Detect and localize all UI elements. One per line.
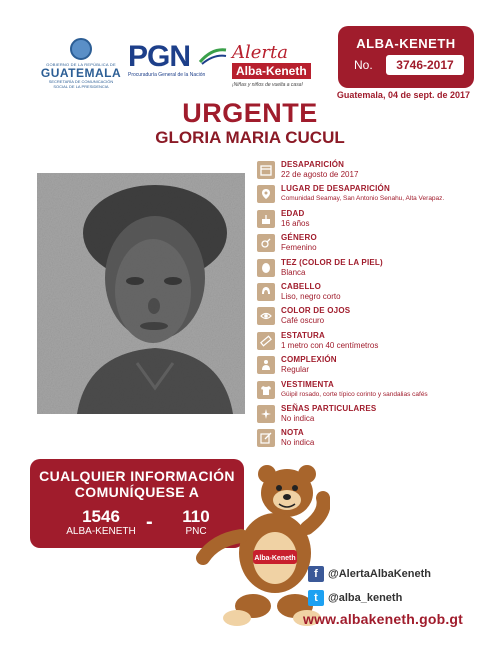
detail-row [256, 378, 486, 402]
phone-pnc-label: PNC [185, 526, 207, 537]
detail-value: Güipil rosado, corte típico corinto y sandalias cafés [281, 390, 428, 398]
alba-keneth-logo-name: Alba-Keneth [232, 63, 311, 79]
detail-row [256, 207, 486, 231]
guatemala-logo [36, 38, 126, 89]
alba-keneth-logo-alerta: Alerta [232, 42, 288, 63]
detail-row [256, 182, 486, 206]
detail-row [256, 353, 486, 377]
detail-value: Femenino [281, 243, 317, 253]
detail-value: Comunidad Seamay, San Antonio Senahu, Alta Verapaz. [281, 195, 445, 203]
face-silhouette-icon [257, 259, 275, 277]
detail-label: LUGAR DE DESAPARICIÓN [281, 184, 390, 194]
detail-value: 22 de agosto de 2017 [281, 170, 359, 179]
detail-row [256, 158, 486, 182]
ruler-icon [257, 332, 275, 350]
shirt-icon [257, 381, 275, 399]
twitter-link[interactable] [308, 590, 402, 606]
detail-value: 16 años [281, 218, 310, 228]
pgn-logo-sub: Procuraduría General de la Nación [128, 72, 206, 78]
details-list [256, 158, 486, 451]
case-number-box [338, 26, 474, 88]
guatemala-logo-top-text: GOBIERNO DE LA REPÚBLICA DE [46, 62, 116, 67]
missing-person-photo [37, 173, 245, 414]
gender-icon [257, 234, 275, 252]
bear-mascot [195, 458, 330, 633]
detail-label: CABELLO [281, 281, 322, 291]
detail-label: COLOR DE OJOS [281, 306, 351, 316]
pgn-logo-name: PGN [128, 40, 191, 73]
facebook-handle: @AlertaAlbaKeneth [328, 568, 432, 580]
case-no-value: 3746-2017 [386, 55, 464, 75]
detail-label: ESTATURA [281, 330, 325, 340]
detail-row [256, 329, 486, 353]
contact-line2: COMUNÍQUESE A [74, 484, 200, 500]
guatemala-logo-sub2: SOCIAL DE LA PRESIDENCIA [53, 84, 109, 89]
location-pin-icon [257, 185, 275, 203]
detail-label: NOTA [281, 428, 304, 438]
alba-keneth-logo [232, 44, 332, 88]
guatemala-logo-sub1: SECRETARÍA DE COMUNICACIÓN [48, 79, 114, 84]
pgn-logo [128, 42, 228, 78]
detail-label: EDAD [281, 208, 305, 218]
detail-row [256, 304, 486, 328]
twitter-handle: @alba_keneth [328, 592, 403, 604]
detail-row [256, 426, 486, 450]
star-burst-icon [257, 405, 275, 423]
header [0, 0, 500, 100]
detail-value: No indica [281, 413, 315, 423]
alert-status: URGENTE [182, 98, 318, 128]
eye-icon [257, 307, 275, 325]
detail-row [256, 256, 486, 280]
detail-value: Liso, negro corto [281, 291, 341, 301]
facebook-link[interactable] [308, 566, 431, 582]
phone-separator: - [146, 511, 153, 533]
alba-keneth-logo-slogan: ¡Niñas y niños de vuelta a casa! [232, 82, 303, 88]
detail-label: VESTIMENTA [281, 379, 334, 389]
pgn-swoosh-icon [198, 46, 228, 66]
case-title: ALBA-KENETH [356, 36, 456, 51]
guatemala-logo-name: GUATEMALA [40, 66, 122, 80]
detail-label: SEÑAS PARTICULARES [281, 403, 377, 413]
detail-label: COMPLEXIÓN [281, 355, 337, 365]
phone-alba-keneth-label: ALBA-KENETH [66, 526, 136, 537]
facebook-icon: f [308, 566, 324, 582]
detail-label: TEZ (COLOR DE LA PIEL) [281, 257, 383, 267]
detail-label: DESAPARICIÓN [281, 160, 345, 169]
twitter-icon: t [308, 590, 324, 606]
detail-row [256, 280, 486, 304]
body-build-icon [257, 356, 275, 374]
detail-value: Blanca [281, 267, 306, 277]
website-link[interactable]: www.albakeneth.gob.gt [303, 611, 464, 627]
publication-date: Guatemala, 04 de sept. de 2017 [336, 90, 470, 100]
detail-row [256, 231, 486, 255]
detail-row [256, 402, 486, 426]
missing-person-name: GLORIA MARIA CUCUL [155, 128, 345, 147]
calendar-icon [257, 161, 275, 179]
guatemala-crest-icon [70, 38, 92, 60]
phone-alba-keneth[interactable]: 1546 [82, 507, 120, 526]
detail-value: 1 metro con 40 centímetros [281, 340, 379, 350]
hair-icon [257, 283, 275, 301]
birthday-cake-icon [257, 210, 275, 228]
phone-pnc[interactable]: 110 [182, 507, 210, 526]
detail-label: GÉNERO [281, 233, 317, 243]
detail-value: No indica [281, 438, 315, 448]
detail-value: Regular [281, 365, 310, 375]
detail-value: Café oscuro [281, 316, 325, 326]
case-no-label: No. [354, 58, 373, 72]
bear-mascot-badge: Alba-Keneth [254, 555, 296, 562]
contact-line1: CUALQUIER INFORMACIÓN [39, 468, 235, 484]
note-edit-icon [257, 429, 275, 447]
